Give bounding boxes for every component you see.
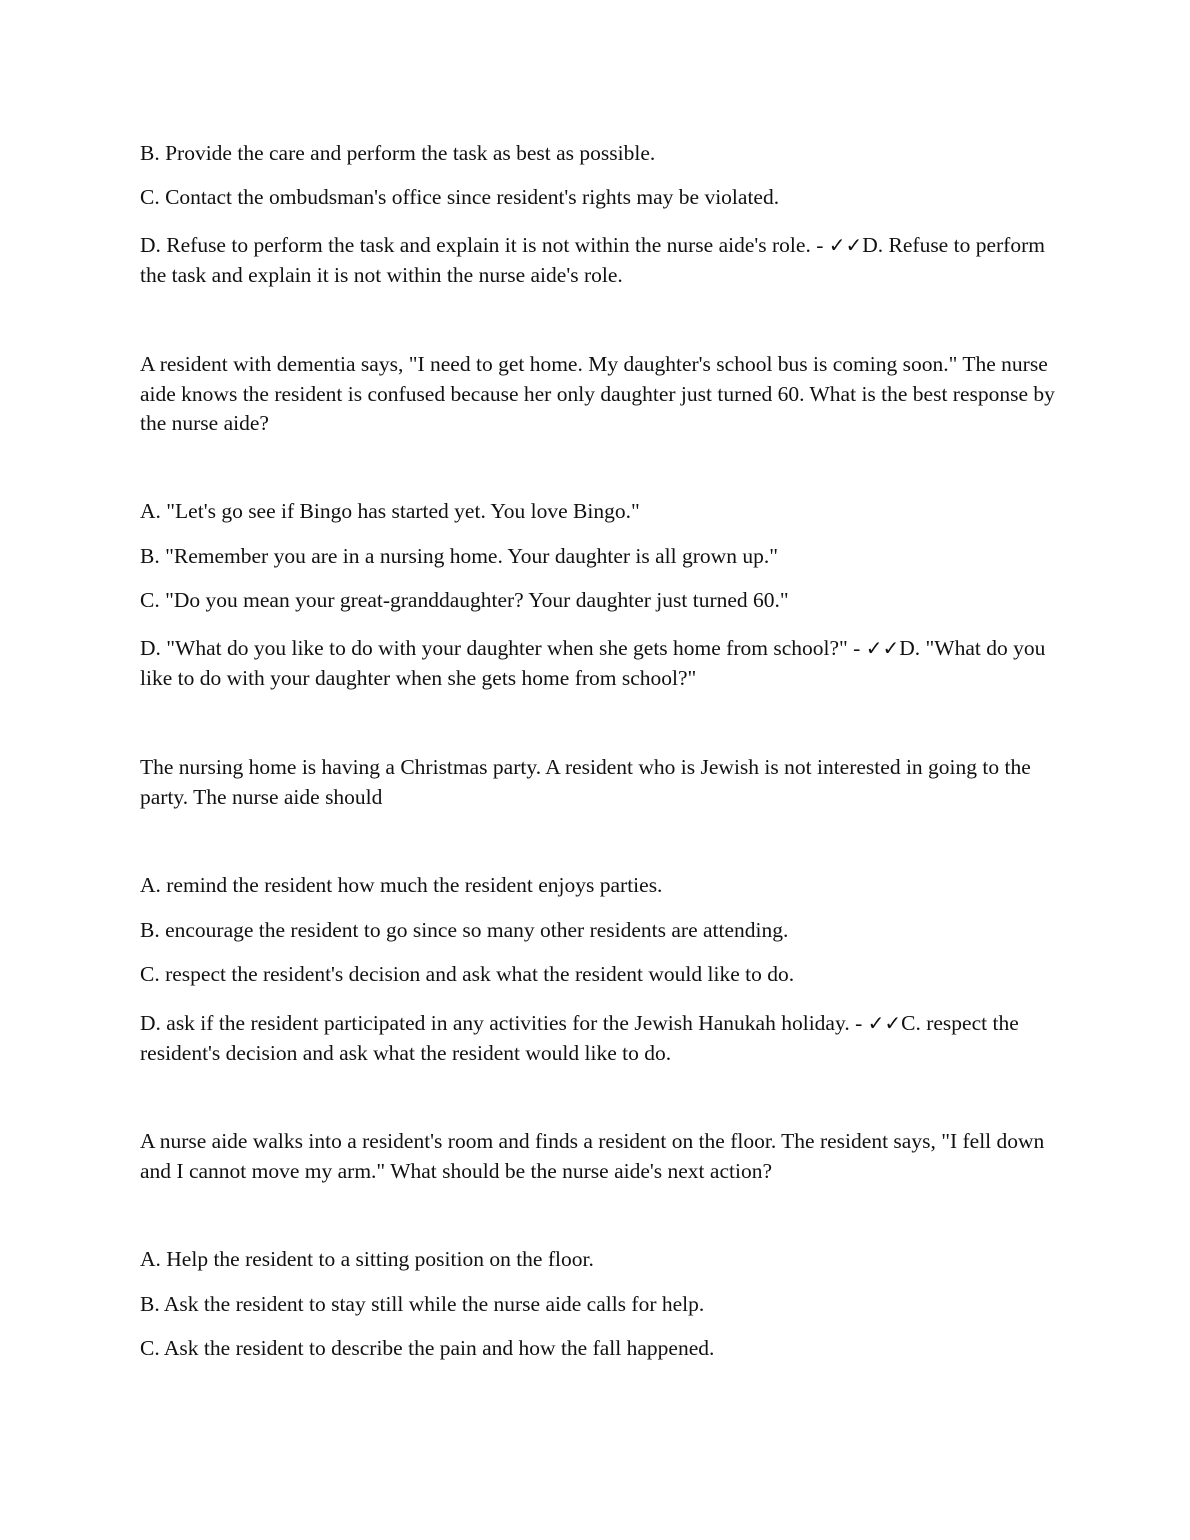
q2-option-a: A. "Let's go see if Bingo has started yet. You love Bingo." (140, 499, 640, 523)
q2-option-d-answer (140, 634, 1060, 693)
q2-question: A resident with dementia says, "I need to get home. My daughter's school bus is coming soon." The nurse aide knows the resident is confused because her only daughter just turned 60. What is the best response by the nurse aide? (140, 352, 1055, 435)
answer-text: D. Refuse to perform the task and explain it is not within the nurse aide's role. (140, 233, 1045, 287)
q4-option-a: A. Help the resident to a sitting position on the floor. (140, 1247, 594, 1271)
option-text: D. ask if the resident participated in any activities for the Jewish Hanukah holiday. - (140, 1011, 868, 1035)
q3-option-b: B. encourage the resident to go since so many other residents are attending. (140, 918, 789, 942)
q2-option-b: B. "Remember you are in a nursing home. Your daughter is all grown up." (140, 544, 778, 568)
q4-option-b: B. Ask the resident to stay still while the nurse aide calls for help. (140, 1292, 705, 1316)
answer-text: D. "What do you like to do with your daughter when she gets home from school?" (140, 636, 1046, 690)
option-text: D. Refuse to perform the task and explain it is not within the nurse aide's role. - (140, 233, 829, 257)
q1-option-c: C. Contact the ombudsman's office since resident's rights may be violated. (140, 185, 780, 209)
q3-option-a: A. remind the resident how much the resident enjoys parties. (140, 873, 663, 897)
option-text: D. "What do you like to do with your daughter when she gets home from school?" - (140, 636, 866, 660)
double-checkmark-icon: ✓✓ (828, 233, 863, 257)
q1-option-d-answer (140, 231, 1060, 290)
answer-text: C. respect the resident's decision and ask what the resident would like to do. (140, 1011, 1019, 1065)
q2-option-c: C. "Do you mean your great-granddaughter? Your daughter just turned 60." (140, 588, 789, 612)
double-checkmark-icon: ✓✓ (867, 1011, 902, 1035)
q1-option-b: B. Provide the care and perform the task as best as possible. (140, 141, 656, 165)
q3-question: The nursing home is having a Christmas party. A resident who is Jewish is not interested in going to the party. The nurse aide should (140, 755, 1031, 809)
q3-option-d-answer (140, 1009, 1060, 1068)
double-checkmark-icon: ✓✓ (865, 636, 900, 660)
q3-option-c: C. respect the resident's decision and ask what the resident would like to do. (140, 962, 795, 986)
q4-option-c: C. Ask the resident to describe the pain and how the fall happened. (140, 1336, 715, 1360)
q4-question: A nurse aide walks into a resident's room and finds a resident on the floor. The resident says, "I fell down and I cannot move my arm." What should be the nurse aide's next action? (140, 1129, 1045, 1183)
